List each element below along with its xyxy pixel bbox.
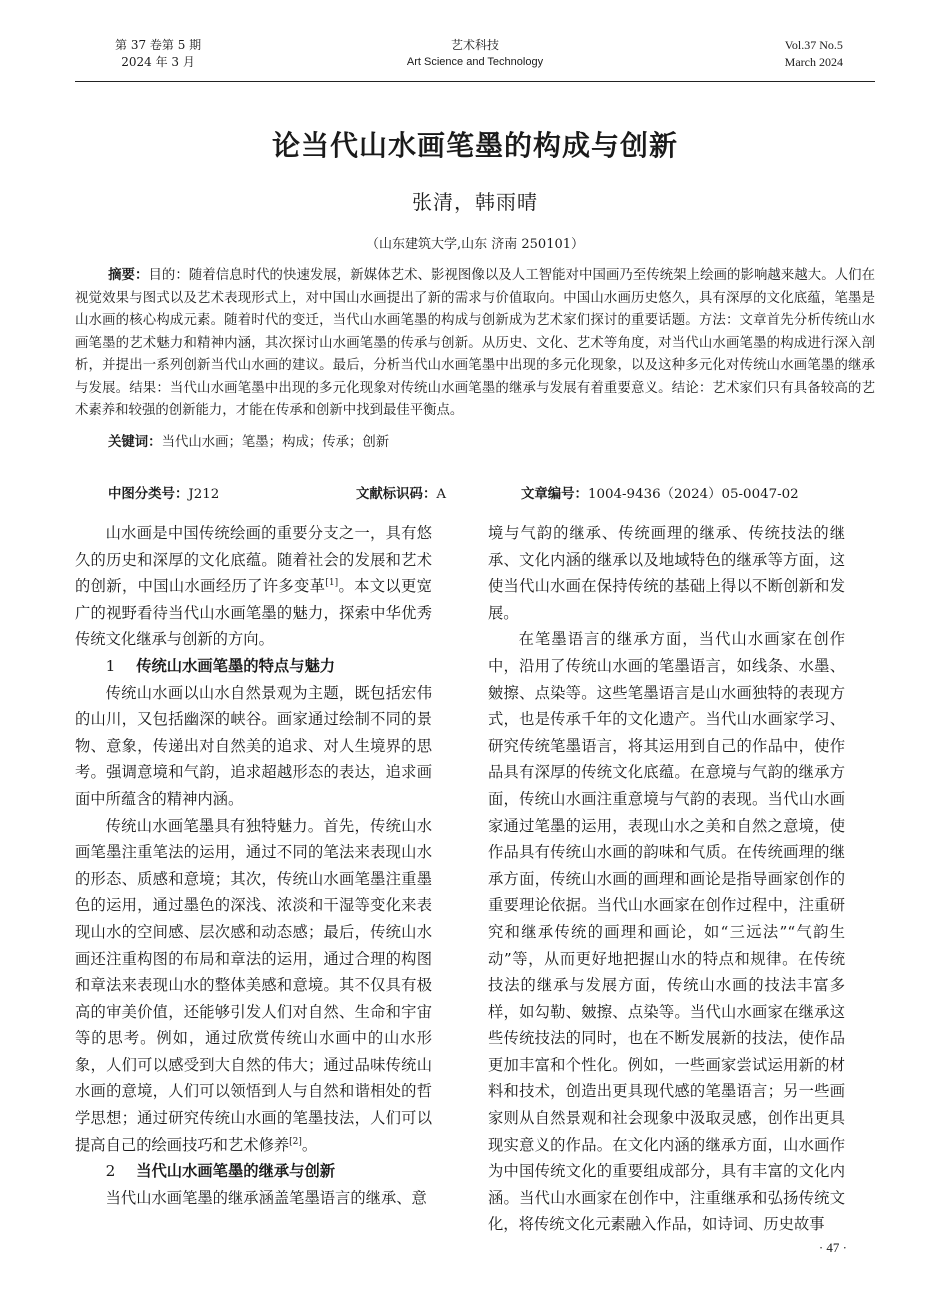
section-title: 传统山水画笔墨的特点与魅力 [136,656,336,675]
paragraph-text: 。 [301,1135,318,1154]
classification-value: J212 [188,487,220,502]
article-number-label: 文章编号： [521,487,588,502]
issue-date: 2024 年 3 月 [121,55,195,69]
paragraph [75,813,432,1159]
keywords-text: 当代山水画；笔墨；构成；传承；创新 [161,435,390,450]
paragraph: 传统山水画以山水自然景观为主题，既包括宏伟的山川，又包括幽深的峡谷。画家通过绘制不同的景物、意象，传递出对自然美的追求、对人生境界的思考。强调意境和气韵，追求超越形态的表达，追求画面中所蕴含的精神内涵。 [75,683,432,808]
paragraph-text: 山水画是中国传统绘画的重要分支之一，具有悠久的历史和深厚的文化底蕴。随着社会的发展和艺术的创新，中国山水画经历了许多变革 [75,524,432,596]
journal-issue-en [785,37,843,71]
authors: 张清，韩雨晴 [412,190,538,214]
paper-title: 论当代山水画笔墨的构成与创新 [271,129,678,162]
journal-name [375,37,575,71]
document-code-value: A [436,487,447,502]
citation: [1] [325,578,339,589]
document-code [356,485,446,505]
body-column-left [75,520,432,1211]
abstract-text: 目的：随着信息时代的快速发展，新媒体艺术、影视图像以及人工智能对中国画乃至传统架上绘画的影响越来越大。人们在视觉效果与图式以及艺术表现形式上，对中国山水画提出了新的需求与价值取向。中国山水画历史悠久，具有深厚的文化底蕴，笔墨是山水画的核心构成元素。随着时代的变迁，当代山水画笔墨的构成与创新成为艺术家们探讨的重要话题。方法：文章首先分析传统山水画笔墨的艺术魅力和精神内涵，其次探讨山水画笔墨的传承与创新。从历史、文化、艺术等角度，对当代山水画笔墨的构成进行深入剖析，并提出一系列创新当代山水画的建议。最后，分析当代山水画笔墨中出现的多元化现象，以及这种多元化对传统山水画笔墨的继承与发展。结果：当代山水画笔墨中出现的多元化现象对传统山水画笔墨的继承与发展有着重要意义。结论：艺术家们只有具备较高的艺术素养和较强的创新能力，才能在传承和创新中找到最佳平衡点。 [75,268,875,418]
paragraph-text: 传统山水画笔墨具有独特魅力。首先，传统山水画笔墨注重笔法的运用，通过不同的笔法来表现山水的形态、质感和意境；其次，传统山水画笔墨注重墨色的运用，通过墨色的深浅、浓淡和干湿等变化来表现山水的空间感、层次感和动态感；最后，传统山水画还注重构图的布局和章法的运用，通过合理的构图和章法来表现山水的整体美感和意境。其不仅具有极高的审美价值，还能够引发人们对自然、生命和宇宙等的思考。例如，通过欣赏传统山水画中的山水形象，人们可以感受到大自然的伟大；通过品味传统山水画的意境，人们可以领悟到人与自然和谐相处的哲学思想；通过研究传统山水画的笔墨技法，人们可以提高自己的绘画技巧和艺术修养 [75,816,432,1154]
keywords-label: 关键词： [108,435,162,450]
article-number [521,485,799,505]
article-number-value: 1004-9436（2024）05-0047-02 [587,487,799,502]
classification [108,485,219,505]
paragraph-continued: 境与气韵的继承、传统画理的继承、传统技法的继承、文化内涵的继承以及地域特色的继承等方面，这使当代山水画在保持传统的基础上得以不断创新和发展。 [488,524,845,622]
paragraph [75,520,432,653]
paragraph: 当代山水画笔墨的继承涵盖笔墨语言的继承、意 [105,1188,427,1207]
volume-issue: 第 37 卷第 5 期 [115,38,202,52]
citation: [2] [289,1136,302,1147]
affiliation: （山东建筑大学,山东 济南 250101） [365,237,585,252]
abstract [75,265,875,423]
body-column-right [488,520,845,1238]
section-heading-2 [75,1158,432,1185]
keywords [108,432,389,454]
section-heading-1 [75,653,432,680]
section-title: 当代山水画笔墨的继承与创新 [136,1162,336,1181]
paragraph-text: 。本文以更宽广的视野看待当代山水画笔墨的魅力，探索中华优秀传统文化继承与创新的方向。 [75,577,432,649]
volume-issue-en: Vol.37 No.5 [784,38,843,52]
journal-name-cn: 艺术科技 [450,38,499,52]
section-number: 1 [105,656,116,675]
page-number: · 47 · [818,1240,847,1255]
paragraph: 在笔墨语言的继承方面，当代山水画家在创作中，沿用了传统山水画的笔墨语言，如线条、水墨、皴擦、点染等。这些笔墨语言是山水画独特的表现方式，也是传承千年的文化遗产。当代山水画家学习、研究传统笔墨语言，将其运用到自己的作品中，使作品具有深厚的传统文化底蕴。在意境与气韵的继承方面，传统山水画注重意境与气韵的表现。当代山水画家通过笔墨的运用，表现山水之美和自然之意境，使作品具有传统山水画的韵味和气质。在传统画理的继承方面，传统山水画的画理和画论是指导画家创作的重要理论依据。当代山水画家在创作过程中，注重研究和继承传统的画理和画论，如“三远法”“气韵生动”等，从而更好地把握山水的特点和规律。在传统技法的继承与发展方面，传统山水画的技法丰富多样，如勾勒、皴擦、点染等。当代山水画家在继承这些传统技法的同时，也在不断发展新的技法，使作品更加丰富和个性化。例如，一些画家尝试运用新的材料和技术，创造出更具现代感的笔墨语言；另一些画家则从自然景观和社会现象中汲取灵感，创作出更具现实意义的作品。在文化内涵的继承方面，山水画作为中国传统文化的重要组成部分，具有丰富的文化内涵。当代山水画家在创作中，注重继承和弘扬传统文化，将传统文化元素融入作品，如诗词、历史故事 [488,630,845,1234]
journal-issue [115,37,201,71]
document-code-label: 文献标识码： [356,487,437,502]
abstract-label: 摘要： [108,268,149,283]
running-header [75,37,875,82]
journal-name-en: Art Science and Technology [406,56,544,68]
classification-label: 中图分类号： [108,487,189,502]
section-number: 2 [105,1162,116,1181]
issue-date-en: March 2024 [784,55,843,69]
